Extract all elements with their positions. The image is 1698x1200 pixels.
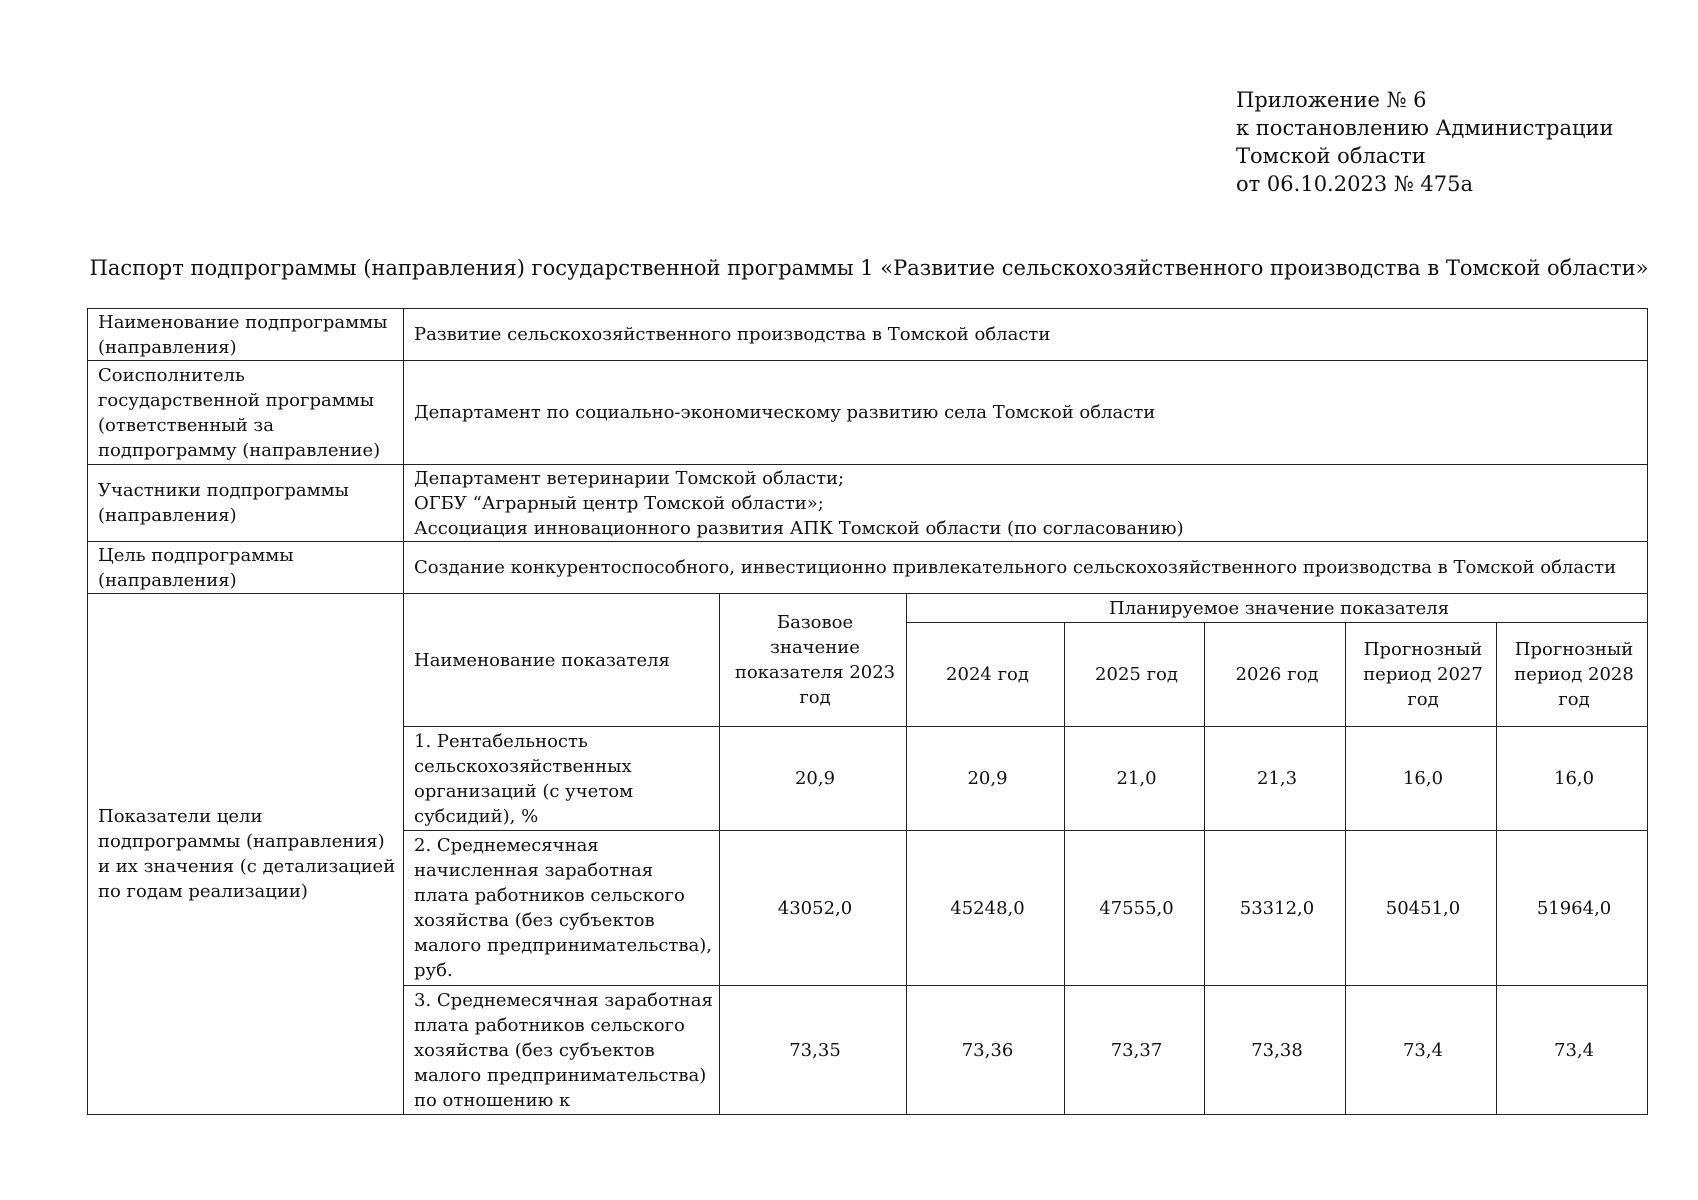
header-year-2027: Прогнозный период 2027 год	[1346, 623, 1497, 727]
participant-item: Ассоциация инновационного развития АПК Томской области (по согласованию)	[414, 517, 1184, 539]
appendix-header	[1236, 86, 1614, 198]
table-row-name	[88, 309, 1648, 361]
label-subprogram-name: Наименование подпрограммы (направления)	[88, 309, 404, 361]
label-indicators: Показатели цели подпрограммы (направления) и их значения (с детализацией по годам реализации)	[88, 594, 404, 1115]
header-indicator-name: Наименование показателя	[404, 594, 720, 727]
indicator-value-2028: 51964,0	[1497, 831, 1648, 986]
indicator-value-2026: 73,38	[1205, 986, 1346, 1115]
header-year-2024: 2024 год	[907, 623, 1065, 727]
label-goal: Цель подпрограммы (направления)	[88, 542, 404, 594]
appendix-region: Томской области	[1236, 144, 1426, 168]
participant-item: ОГБУ “Аграрный центр Томской области»;	[414, 492, 824, 514]
indicator-name: 2. Среднемесячная начисленная заработная плата работников сельского хозяйства (без субъектов малого предпринимательства), руб.	[404, 831, 720, 986]
label-coexecutor: Соисполнитель государственной программы (ответственный за подпрограмму (направление)	[88, 361, 404, 465]
header-planned-value: Планируемое значение показателя	[907, 594, 1648, 623]
indicator-value-2025: 47555,0	[1065, 831, 1205, 986]
indicator-value-2026: 21,3	[1205, 727, 1346, 831]
label-participants: Участники подпрограммы (направления)	[88, 465, 404, 542]
header-year-2025: 2025 год	[1065, 623, 1205, 727]
indicator-value-2025: 21,0	[1065, 727, 1205, 831]
indicator-value-2027: 16,0	[1346, 727, 1497, 831]
document-title: Паспорт подпрограммы (направления) государственной программы 1 «Развитие сельскохозяйственного производства в Томской области»	[89, 256, 1649, 280]
indicator-value-2028: 73,4	[1497, 986, 1648, 1115]
table-row-participants	[88, 465, 1648, 542]
indicator-value-2024: 73,36	[907, 986, 1065, 1115]
appendix-number: Приложение № 6	[1236, 88, 1427, 112]
indicator-name: 1. Рентабельность сельскохозяйственных организаций (с учетом субсидий), %	[404, 727, 720, 831]
table-row-goal	[88, 542, 1648, 594]
indicator-value-2024: 20,9	[907, 727, 1065, 831]
value-subprogram-name: Развитие сельскохозяйственного производства в Томской области	[404, 309, 1648, 361]
indicator-value-2025: 73,37	[1065, 986, 1205, 1115]
indicator-base-value: 43052,0	[720, 831, 907, 986]
indicator-name: 3. Среднемесячная заработная плата работников сельского хозяйства (без субъектов малого предпринимательства) по отношению к	[404, 986, 720, 1115]
indicator-value-2028: 16,0	[1497, 727, 1648, 831]
header-year-2028: Прогнозный период 2028 год	[1497, 623, 1648, 727]
indicator-value-2027: 73,4	[1346, 986, 1497, 1115]
indicator-base-value: 20,9	[720, 727, 907, 831]
value-participants	[404, 465, 1648, 542]
value-goal: Создание конкурентоспособного, инвестиционно привлекательного сельскохозяйственного производства в Томской области	[404, 542, 1648, 594]
header-base-value: Базовое значение показателя 2023 год	[720, 594, 907, 727]
header-year-2026: 2026 год	[1205, 623, 1346, 727]
appendix-resolution: к постановлению Администрации	[1236, 116, 1614, 140]
passport-table	[87, 308, 1648, 1115]
value-coexecutor: Департамент по социально-экономическому развитию села Томской области	[404, 361, 1648, 465]
participant-item: Департамент ветеринарии Томской области;	[414, 467, 845, 489]
indicator-value-2026: 53312,0	[1205, 831, 1346, 986]
indicator-base-value: 73,35	[720, 986, 907, 1115]
indicator-value-2027: 50451,0	[1346, 831, 1497, 986]
table-row-coexecutor	[88, 361, 1648, 465]
appendix-date-number: от 06.10.2023 № 475а	[1236, 172, 1473, 196]
indicators-header-row-1	[88, 594, 1648, 623]
indicator-value-2024: 45248,0	[907, 831, 1065, 986]
